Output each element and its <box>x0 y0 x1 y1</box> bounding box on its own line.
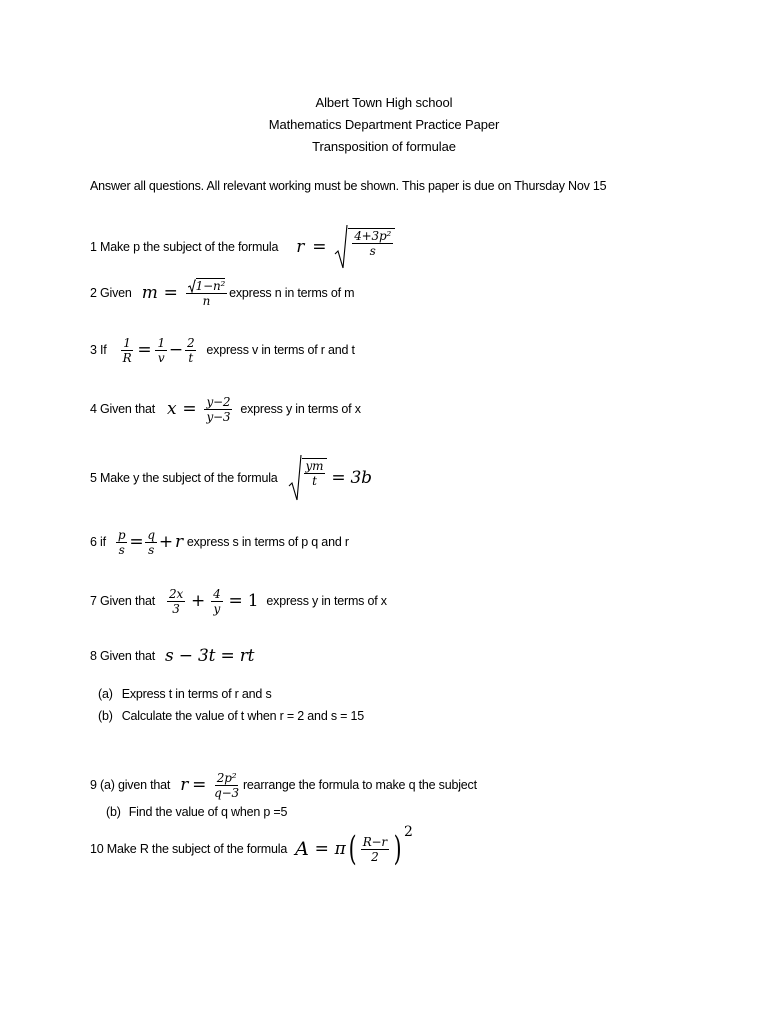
q6-r: r <box>174 532 183 552</box>
q1-equals: = <box>312 237 327 257</box>
q7-frac1-den: 3 <box>172 601 180 616</box>
q7-plus: + <box>191 591 206 611</box>
q10-lhs: A <box>295 838 309 860</box>
q8-part-b-label: (b) <box>98 709 113 723</box>
q6-frac1-den: s <box>118 542 125 557</box>
question-10 <box>90 826 413 872</box>
q5-rhs: = 3b <box>331 468 372 488</box>
q8-part-a <box>98 687 272 701</box>
q6-frac2-den: s <box>148 542 155 557</box>
q5-denominator: t <box>312 474 317 488</box>
q1-numerator: 4+3p² <box>354 229 392 243</box>
topic-title: Transposition of formulae <box>312 139 456 154</box>
q3-frac3-num: 2 <box>186 335 195 350</box>
q6-frac2-num: q <box>147 527 155 542</box>
question-4-after: express y in terms of x <box>240 402 361 416</box>
q3-minus: − <box>168 340 183 360</box>
q3-frac3-den: t <box>188 350 193 365</box>
q2-numerator: 1−n² <box>195 279 226 293</box>
q3-frac1-den: R <box>122 350 132 365</box>
q9-denominator: q−3 <box>214 785 239 800</box>
q7-frac2-num: 4 <box>213 586 221 601</box>
school-name: Albert Town High school <box>315 95 453 110</box>
question-9-text: 9 (a) given that <box>90 778 171 792</box>
q9-numerator: 2p² <box>216 770 237 785</box>
question-4 <box>90 391 361 427</box>
question-7-text: 7 Given that <box>90 594 156 608</box>
q8-part-a-text: Express t in terms of r and s <box>121 687 272 701</box>
question-5-text: 5 Make y the subject of the formula <box>90 471 278 485</box>
q10-denominator: 2 <box>371 849 379 864</box>
question-3 <box>90 332 355 368</box>
q2-lhs: m <box>141 283 158 303</box>
q3-frac2-num: 1 <box>157 335 165 350</box>
q10-equals: = <box>314 839 329 859</box>
question-9-after: rearrange the formula to make q the subject <box>242 778 477 792</box>
q4-denominator: y−3 <box>206 409 231 424</box>
q9-part-b-label: (b) <box>106 805 121 819</box>
q4-equals: = <box>182 399 197 419</box>
question-10-text: 10 Make R the subject of the formula <box>90 842 288 856</box>
q1-denominator: s <box>369 244 376 258</box>
q1-lhs: r <box>296 237 305 257</box>
question-1 <box>90 224 395 270</box>
q10-exponent: 2 <box>404 824 413 840</box>
q10-pi: π <box>334 839 346 859</box>
sqrt-sign <box>188 279 196 293</box>
q10-numerator: R−r <box>362 834 387 849</box>
q3-equals: = <box>137 340 152 360</box>
question-6-after: express s in terms of p q and r <box>186 535 349 549</box>
q9-equals: = <box>192 775 207 795</box>
q3-frac1-num: 1 <box>123 335 131 350</box>
q9-lhs: r <box>180 775 189 795</box>
q8-part-a-label: (a) <box>98 687 113 701</box>
question-7 <box>90 583 387 619</box>
question-8 <box>90 643 254 669</box>
q5-numerator: ym <box>305 459 324 473</box>
question-9 <box>90 766 477 804</box>
sqrt-sign <box>334 224 348 270</box>
q6-equals: = <box>129 532 144 552</box>
question-6 <box>90 524 349 560</box>
q8-part-b <box>98 709 364 723</box>
question-3-text: 3 If <box>90 343 107 357</box>
q7-rhs: = 1 <box>228 591 259 611</box>
question-2-after: express n in terms of m <box>229 286 355 300</box>
question-7-after: express y in terms of x <box>266 594 387 608</box>
q3-frac2-den: v <box>157 350 165 365</box>
q7-frac1-num: 2x <box>169 586 184 601</box>
instructions: Answer all questions. All relevant working must be shown. This paper is due on Thursday Nov 15 <box>90 179 607 193</box>
question-1-text: 1 Make p the subject of the formula <box>90 240 279 254</box>
q4-numerator: y−2 <box>206 394 231 409</box>
question-2 <box>90 275 354 311</box>
question-6-text: 6 if <box>90 535 106 549</box>
q6-frac1-num: p <box>117 527 126 542</box>
question-5 <box>90 454 372 502</box>
q2-equals: = <box>163 283 178 303</box>
q4-lhs: x <box>167 399 177 419</box>
q9-part-b <box>106 805 287 819</box>
q6-plus: + <box>158 532 173 552</box>
q10-close-paren: ) <box>393 829 402 869</box>
q10-open-paren: ( <box>348 829 357 869</box>
question-2-text: 2 Given <box>90 286 132 300</box>
department-title: Mathematics Department Practice Paper <box>268 117 500 132</box>
q8-expression: s − 3t = rt <box>165 646 255 666</box>
sqrt-sign <box>288 454 302 502</box>
question-8-text: 8 Given that <box>90 649 156 663</box>
q9-part-b-text: Find the value of q when p =5 <box>128 805 288 819</box>
question-4-text: 4 Given that <box>90 402 156 416</box>
q2-denominator: n <box>202 294 211 308</box>
q8-part-b-text: Calculate the value of t when r = 2 and s = 15 <box>121 709 365 723</box>
question-3-after: express v in terms of r and t <box>206 343 355 357</box>
q7-frac2-den: y <box>213 601 221 616</box>
